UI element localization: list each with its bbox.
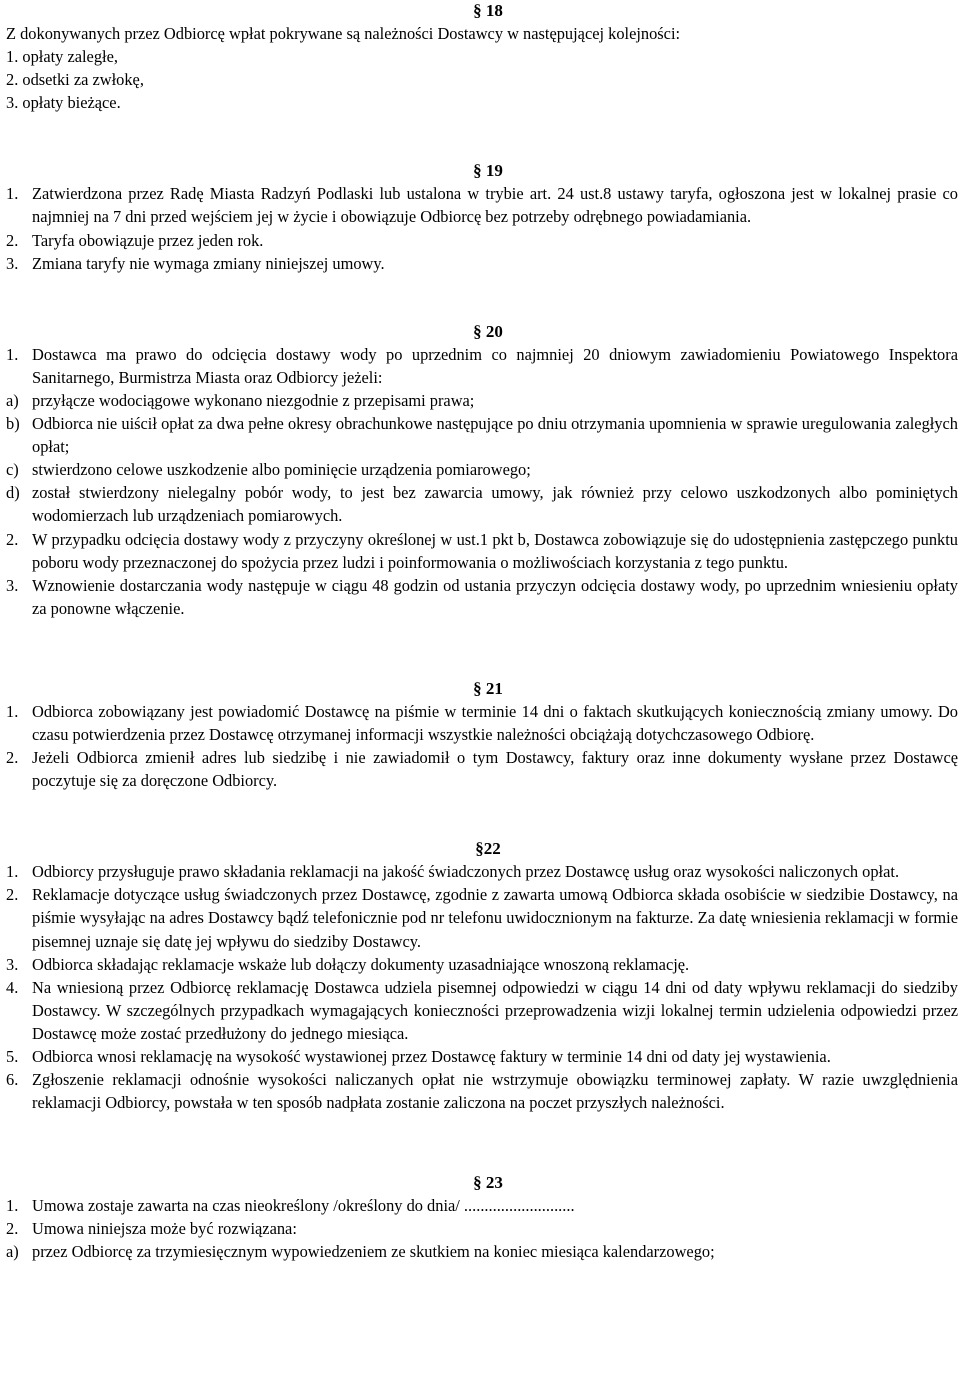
section-22-heading <box>12 838 960 860</box>
item-text: Na wniesioną przez Odbiorcę reklamację Dostawca udziela pisemnej odpowiedzi w ciągu 14 dni od daty wpływu reklamacji do siedziby Dostawcy. W szczególnych przypadkach wymagających konieczności przeprowadzenia wizji lokalnej termin udzielenia odpowiedzi przez Dostawcę może zostać przedłużony do jednego miesiąca. <box>32 977 958 1043</box>
item-text: Umowa niniejsza może być rozwiązana: <box>32 1219 297 1239</box>
spacer <box>6 1114 958 1172</box>
section-20-item-1 <box>6 343 958 389</box>
item-text: Reklamacje dotyczące usług świadczonych przez Dostawcę, zgodnie z zawarta umową Odbiorca składa osobiście w siedzibie Dostawcy, na piśmie wysyłając na adres Dostawcy bądź telefonicznie pod nr telefonu uwidocznionym na fakturze. Za datę wniesienia reklamacji w formie pisemnej uznaje się datę jej wpływu do siedziby Dostawcy. <box>32 885 958 951</box>
section-20-sub-c <box>6 458 958 481</box>
sub-text: został stwierdzony nielegalny pobór wody, to jest bez zawarcia umowy, jak również przy celowo uszkodzonych albo pominiętych wodomierzach lub urządzeniach pomiarowych. <box>32 483 958 526</box>
sub-text: przyłącze wodociągowe wykonano niezgodnie z przepisami prawa; <box>32 390 475 410</box>
section-19-item-3 <box>6 252 958 275</box>
item-number: 1. <box>6 184 19 204</box>
item-text: Jeżeli Odbiorca zmienił adres lub siedzibę i nie zawiadomił o tym Dostawcy, faktury oraz inne dokumenty wysłane przez Dostawcę poczytuje się za doręczone Odbiorcy. <box>32 748 958 791</box>
item-text: Umowa zostaje zawarta na czas nieokreślony /określony do dnia/ ........................... <box>32 1196 575 1216</box>
section-20-heading-text: § 20 <box>473 321 503 341</box>
section-22-heading-text: §22 <box>475 839 501 859</box>
section-21-item-2 <box>6 746 958 792</box>
section-23-item-2 <box>6 1217 958 1240</box>
sub-text: Odbiorca nie uiścił opłat za dwa pełne okresy obrachunkowe następujące po dniu otrzymania upomnienia w sprawie uregulowania zaległych opłat; <box>32 414 958 457</box>
item-number: 4. <box>6 977 19 997</box>
section-20-sub-d <box>6 481 958 527</box>
section-19-heading-text: § 19 <box>473 161 503 181</box>
section-18-heading <box>12 0 960 22</box>
item-number: 1. <box>6 862 19 882</box>
section-18-heading-text: § 18 <box>473 1 503 20</box>
section-19-item-1 <box>6 182 958 228</box>
section-22-item-6 <box>6 1068 958 1114</box>
item-number: 2. <box>6 885 19 905</box>
section-18-intro: Z dokonywanych przez Odbiorcę wpłat pokrywane są należności Dostawcy w następującej kolejności: <box>6 24 681 43</box>
section-22-item-3 <box>6 953 958 976</box>
sub-number: d) <box>6 483 20 503</box>
item-text: Odbiorca wnosi reklamację na wysokość wystawionej przez Dostawcę faktury w terminie 14 dni od daty jej wystawienia. <box>32 1047 831 1066</box>
section-23-item-1 <box>6 1194 958 1217</box>
section-20-sub-b <box>6 412 958 458</box>
section-21-heading-text: § 21 <box>473 678 503 698</box>
item-text: Zatwierdzona przez Radę Miasta Radzyń Podlaski lub ustalona w trybie art. 24 ust.8 ustawy taryfa, ogłoszona jest w lokalnej prasie co najmniej na 7 dni przed wejściem jej w życie i obowiązuje Odbiorcę bez potrzeby odrębnego powiadamiania. <box>32 184 958 227</box>
item-text: Dostawca ma prawo do odcięcia dostawy wody po uprzednim co najmniej 20 dniowym zawiadomieniu Powiatowego Inspektora Sanitarnego, Burmistrza Miasta oraz Odbiorcy jeżeli: <box>32 344 958 387</box>
item-text: Taryfa obowiązuje przez jeden rok. <box>32 230 264 250</box>
item-number: 1. <box>6 701 19 721</box>
item-text: Odbiorcy przysługuje prawo składania reklamacji na jakość świadczonych przez Dostawcę usług oraz wysokości naliczonych opłat. <box>32 862 900 882</box>
spacer <box>6 275 958 321</box>
sub-number: a) <box>6 390 19 410</box>
spacer <box>6 792 958 838</box>
spacer <box>6 114 958 160</box>
sub-text: stwierdzono celowe uszkodzenie albo pominięcie urządzenia pomiarowego; <box>32 460 531 480</box>
item-number: 3. <box>6 954 19 974</box>
section-20-heading <box>12 321 960 343</box>
section-18-item-2: 2. odsetki za zwłokę, <box>6 70 144 90</box>
sub-text: przez Odbiorcę za trzymiesięcznym wypowiedzeniem ze skutkiem na koniec miesiąca kalendarzowego; <box>32 1242 715 1262</box>
section-18-item-3: 3. opłaty bieżące. <box>6 93 121 113</box>
section-19-item-2 <box>6 229 958 252</box>
item-text: W przypadku odcięcia dostawy wody z przyczyny określonej w ust.1 pkt b, Dostawca zobowiązuje się do udostępnienia zastępczego punktu poboru wody przeznaczonej do spożycia przez ludzi i poinformowania o możliwościach korzystania z tego punktu. <box>32 529 958 572</box>
item-number: 3. <box>6 253 19 273</box>
section-20-sublist <box>6 389 958 528</box>
section-18-item-1: 1. opłaty zaległe, <box>6 47 118 67</box>
sub-number: a) <box>6 1242 19 1262</box>
section-20-sub-a <box>6 389 958 412</box>
item-number: 6. <box>6 1070 19 1090</box>
item-text: Odbiorca składając reklamacje wskaże lub dołączy dokumenty uzasadniające wnoszoną reklamację. <box>32 954 690 974</box>
section-20-item-2 <box>6 528 958 574</box>
item-number: 2. <box>6 1219 19 1239</box>
section-22-item-1 <box>6 860 958 883</box>
item-text: Zgłoszenie reklamacji odnośnie wysokości naliczanych opłat nie wstrzymuje obowiązku terminowej zapłaty. W razie uwzględnienia reklamacji Odbiorcy, powstała w ten sposób nadpłata zostanie zaliczona na poczet przyszłych należności. <box>32 1070 958 1113</box>
section-21-heading <box>12 678 960 700</box>
section-23-sub-a <box>6 1240 958 1263</box>
section-19-heading <box>12 160 960 182</box>
section-23-heading <box>12 1172 960 1194</box>
section-22-item-5 <box>6 1045 958 1068</box>
document-page <box>6 0 958 1264</box>
item-text: Wznowienie dostarczania wody następuje w ciągu 48 godzin od ustania przyczyn odcięcia dostawy wody, po uprzednim wniesieniu opłaty za ponowne włączenie. <box>32 575 958 618</box>
section-22-item-4 <box>6 976 958 1045</box>
item-number: 2. <box>6 230 19 250</box>
section-20-item-3 <box>6 574 958 620</box>
item-number: 5. <box>6 1047 19 1066</box>
sub-number: c) <box>6 460 19 480</box>
item-number: 2. <box>6 748 19 768</box>
section-21-item-1 <box>6 700 958 746</box>
section-22-item-2 <box>6 883 958 952</box>
item-number: 2. <box>6 529 19 549</box>
item-text: Zmiana taryfy nie wymaga zmiany niniejszej umowy. <box>32 253 385 273</box>
item-number: 1. <box>6 344 19 364</box>
sub-number: b) <box>6 414 20 434</box>
item-text: Odbiorca zobowiązany jest powiadomić Dostawcę na piśmie w terminie 14 dni o faktach skutkujących koniecznością zmiany umowy. Do czasu potwierdzenia przez Dostawcę otrzymanej informacji wszystkie należności obciążają dotychczasowego Odbiorę. <box>32 701 958 744</box>
item-number: 3. <box>6 575 19 595</box>
section-23-heading-text: § 23 <box>473 1173 503 1193</box>
item-number: 1. <box>6 1196 19 1216</box>
spacer <box>6 620 958 678</box>
